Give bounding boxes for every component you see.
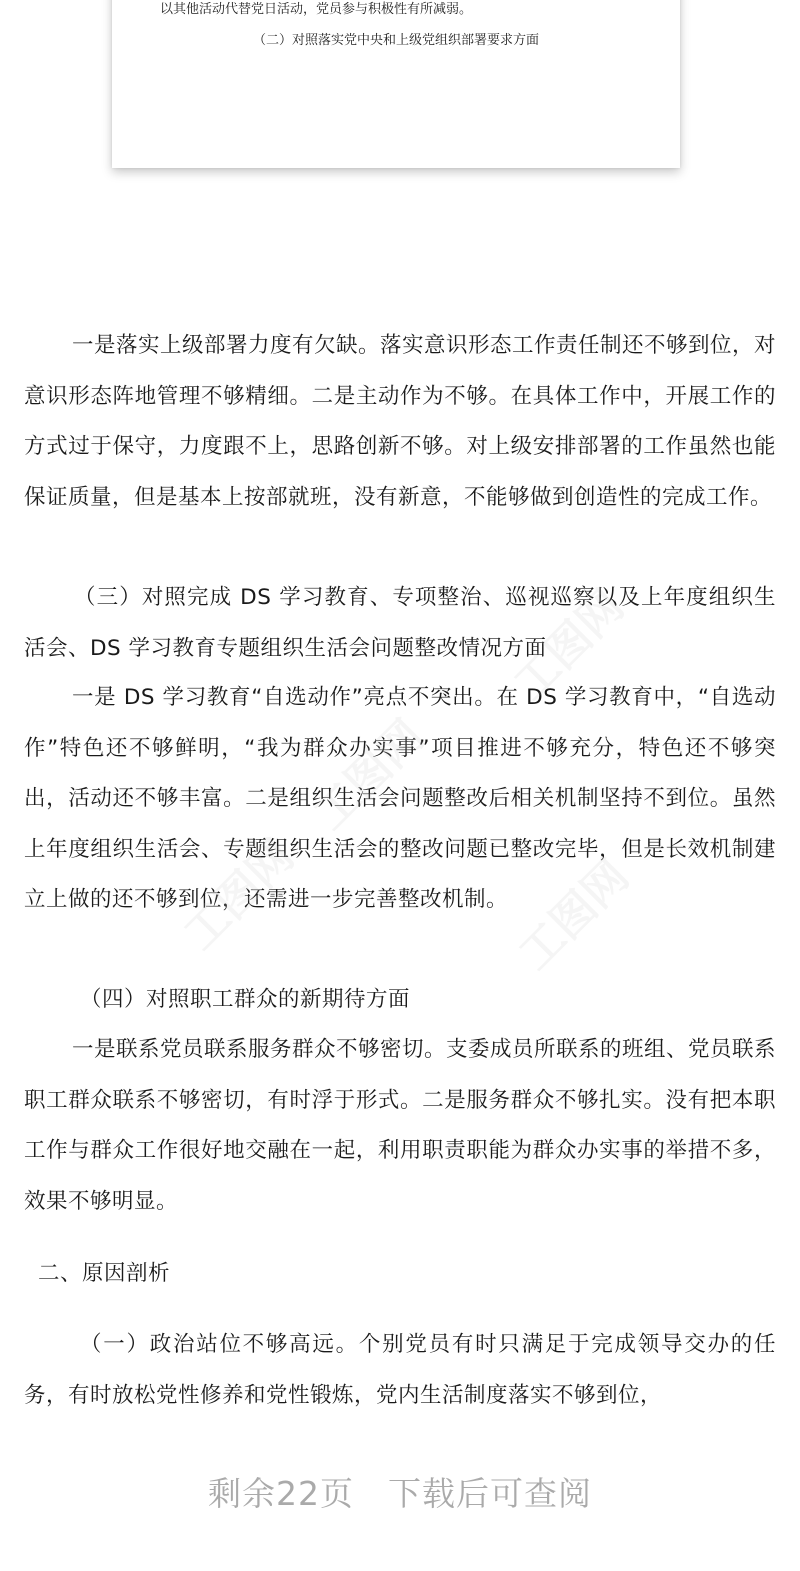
watermark-logo: 工图网 (504, 580, 634, 710)
body-paragraph-2: 一是 DS 学习教育“自选动作”亮点不突出。在 DS 学习教育中，“自选动作”特色还不够鲜明，“我为群众办实事”项目推进不够充分，特色还不够突出，活动还不够丰富。二是组织生活会问题整改后相关机制坚持不到位。虽然上年度组织生活会、专题组织生活会的整改问题已整改完毕，但是长效机制建立上做的还不够到位，还需进一步完善整改机制。 (24, 685, 776, 912)
preview-text-line: 以其他活动代替党日活动，党员参与积极性有所减弱。 (160, 2, 473, 17)
body-paragraph-3: 一是联系党员联系服务群众不够密切。支委成员所联系的班组、党员联系职工群众联系不够密切，有时浮于形式。二是服务群众不够扎实。没有把本职工作与群众工作很好地交融在一起，利用职责职能为群众办实事的举措不多，效果不够明显。 (24, 1037, 777, 1214)
watermark-logo: 工图网 (174, 830, 304, 960)
subheading-four: （四）对照职工群众的新期待方面 (80, 987, 411, 1012)
watermark-logo: 工图网 (509, 850, 639, 980)
body-paragraph-1: 一是落实上级部署力度有欠缺。落实意识形态工作责任制还不够到位，对意识形态阵地管理不够精细。二是主动作为不够。在具体工作中，开展工作的方式过于保守，力度跟不上，思路创新不够。对上级安排部署的工作虽然也能保证质量，但是基本上按部就班，没有新意，不能够做到创造性的完成工作。 (24, 333, 777, 510)
subheading-three: （三）对照完成 DS 学习教育、专项整治、巡视巡察以及上年度组织生活会、DS 学习教育专题组织生活会问题整改情况方面 (24, 585, 776, 661)
download-prompt[interactable] (0, 1468, 800, 1515)
preview-subheading: （二）对照落实党中央和上级党组织部署要求方面 (252, 33, 539, 48)
section-heading-cause-analysis: 二、原因剖析 (38, 1261, 171, 1286)
document-preview-card (112, 0, 680, 168)
body-paragraph-4: （一）政治站位不够高远。个别党员有时只满足于完成领导交办的任务，有时放松党性修养和党性锻炼，党内生活制度落实不够到位， (24, 1332, 776, 1408)
remaining-pages-label: 剩余22页 (208, 1474, 354, 1513)
download-to-read-label: 下载后可查阅 (388, 1474, 592, 1513)
watermark-logo: 工图网 (304, 710, 434, 840)
